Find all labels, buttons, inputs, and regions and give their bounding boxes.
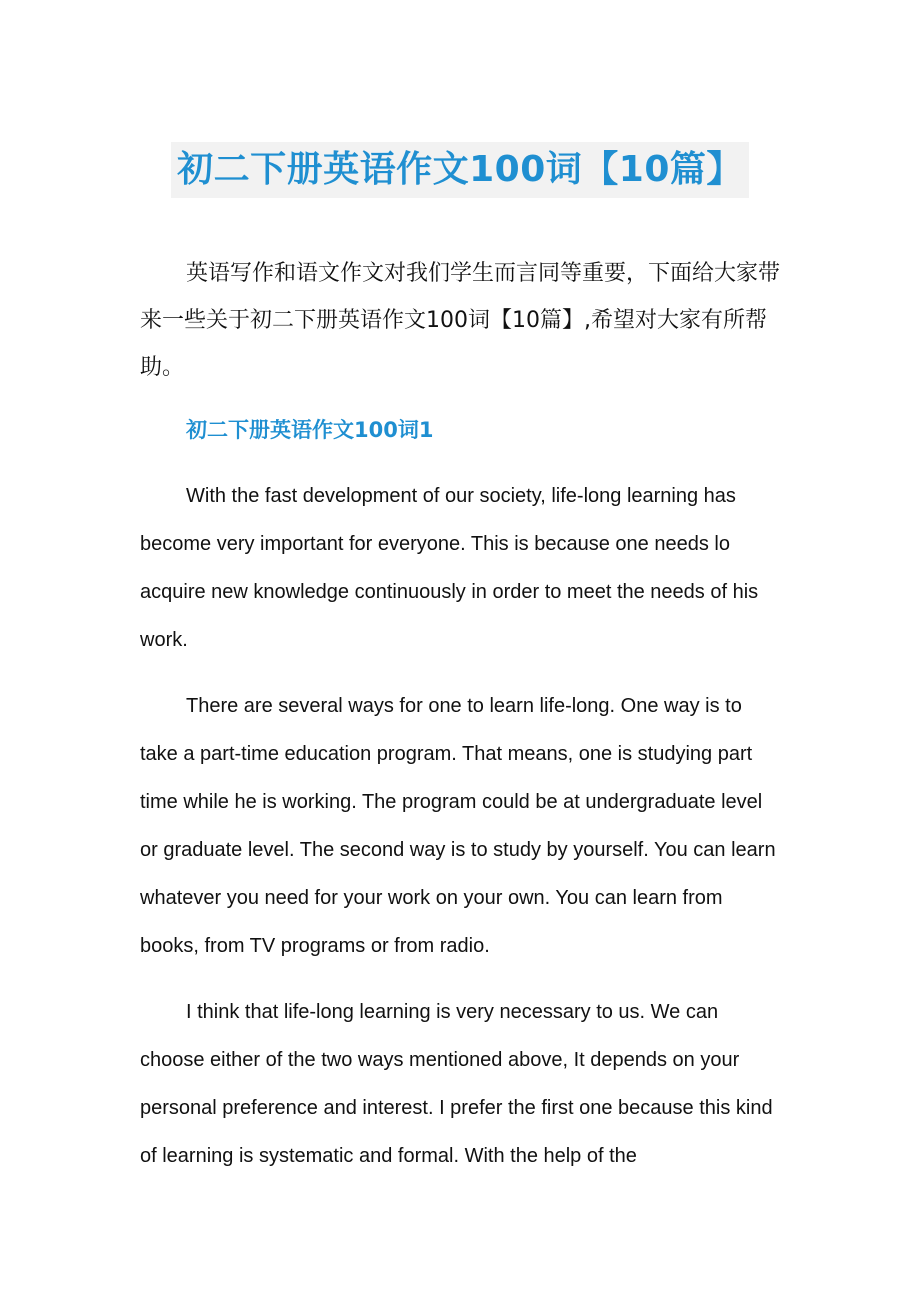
section-heading-1: 初二下册英语作文100词1	[186, 418, 434, 442]
essay-paragraph-1: With the fast development of our society, life-long learning has become very important for everyone. This is because one needs lo acquire new knowledge continuously in order to meet the needs of his work.	[140, 485, 759, 651]
intro-paragraph: 英语写作和语文作文对我们学生而言同等重要，下面给大家带来一些关于初二下册英语作文100词【10篇】,希望对大家有所帮助。	[140, 261, 781, 380]
essay-paragraph-3: I think that life-long learning is very necessary to us. We can choose either of the two ways mentioned above, It depends on your personal preference and interest. I prefer the first one because this kind of learning is systematic and formal. With the help of the	[140, 1001, 773, 1167]
title-container	[0, 118, 920, 222]
document-title: 初二下册英语作文100词【10篇】	[171, 142, 749, 198]
essay-paragraph-2: There are several ways for one to learn life-long. One way is to take a part-time education program. That means, one is studying part time while he is working. The program could be at undergraduate level or graduate level. The second way is to study by yourself. You can learn whatever you need for your work on your own. You can learn from books, from TV programs or from radio.	[140, 695, 776, 957]
